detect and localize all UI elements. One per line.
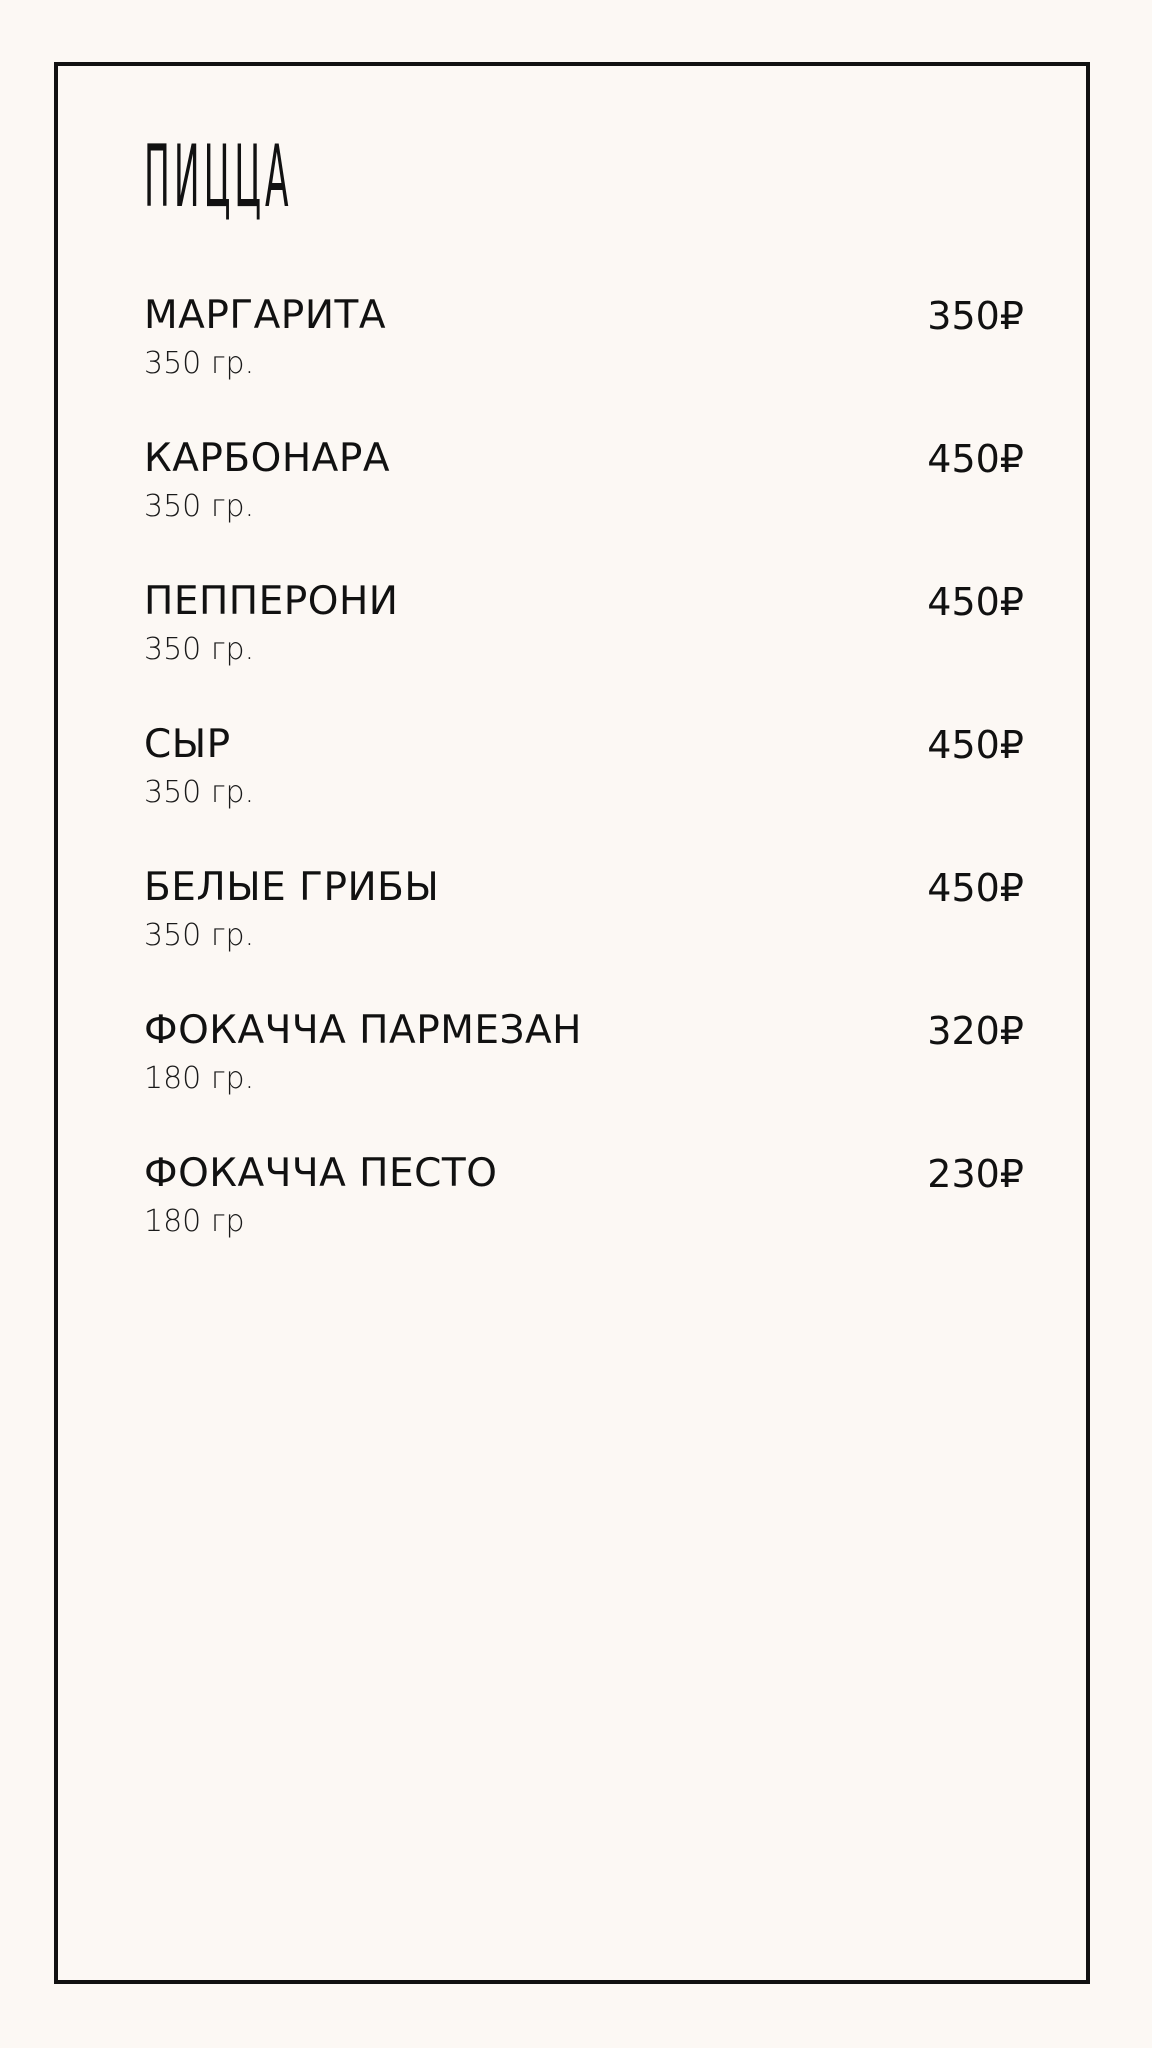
menu-item-price: 320₽ — [927, 1009, 1024, 1053]
menu-item-price: 450₽ — [927, 723, 1024, 767]
menu-item-name: ФОКАЧЧА ПЕСТО — [144, 1151, 498, 1196]
menu-item-price: 450₽ — [927, 437, 1024, 481]
menu-item-weight: 350 гр. — [144, 775, 255, 810]
menu-item-mushrooms — [144, 864, 1024, 1007]
menu-item-pepperoni — [144, 578, 1024, 721]
menu-item-weight: 180 гр. — [144, 1061, 255, 1096]
menu-item-carbonara — [144, 435, 1024, 578]
menu-item-name: БЕЛЫЕ ГРИБЫ — [144, 865, 440, 910]
menu-item-margherita — [144, 292, 1024, 435]
menu-item-weight: 350 гр. — [144, 489, 255, 524]
menu-item-cheese — [144, 721, 1024, 864]
menu-item-focaccia-pesto — [144, 1150, 1024, 1293]
menu-item-weight: 350 гр. — [144, 632, 255, 667]
menu-item-price: 230₽ — [927, 1152, 1024, 1196]
menu-item-price: 450₽ — [927, 580, 1024, 624]
menu-item-weight: 350 гр. — [144, 918, 255, 953]
menu-item-name: ПЕППЕРОНИ — [144, 579, 399, 624]
menu-item-name: МАРГАРИТА — [144, 293, 387, 338]
menu-item-focaccia-parmesan — [144, 1007, 1024, 1150]
menu-item-weight: 350 гр. — [144, 346, 255, 381]
menu-item-price: 450₽ — [927, 866, 1024, 910]
menu-item-name: ФОКАЧЧА ПАРМЕЗАН — [144, 1008, 583, 1053]
menu-title: ПИЦЦА — [144, 127, 293, 227]
menu-list — [144, 292, 1024, 1293]
menu-item-name: КАРБОНАРА — [144, 436, 391, 481]
menu-item-price: 350₽ — [927, 294, 1024, 338]
menu-item-name: СЫР — [144, 722, 231, 767]
menu-item-weight: 180 гр — [144, 1204, 245, 1239]
